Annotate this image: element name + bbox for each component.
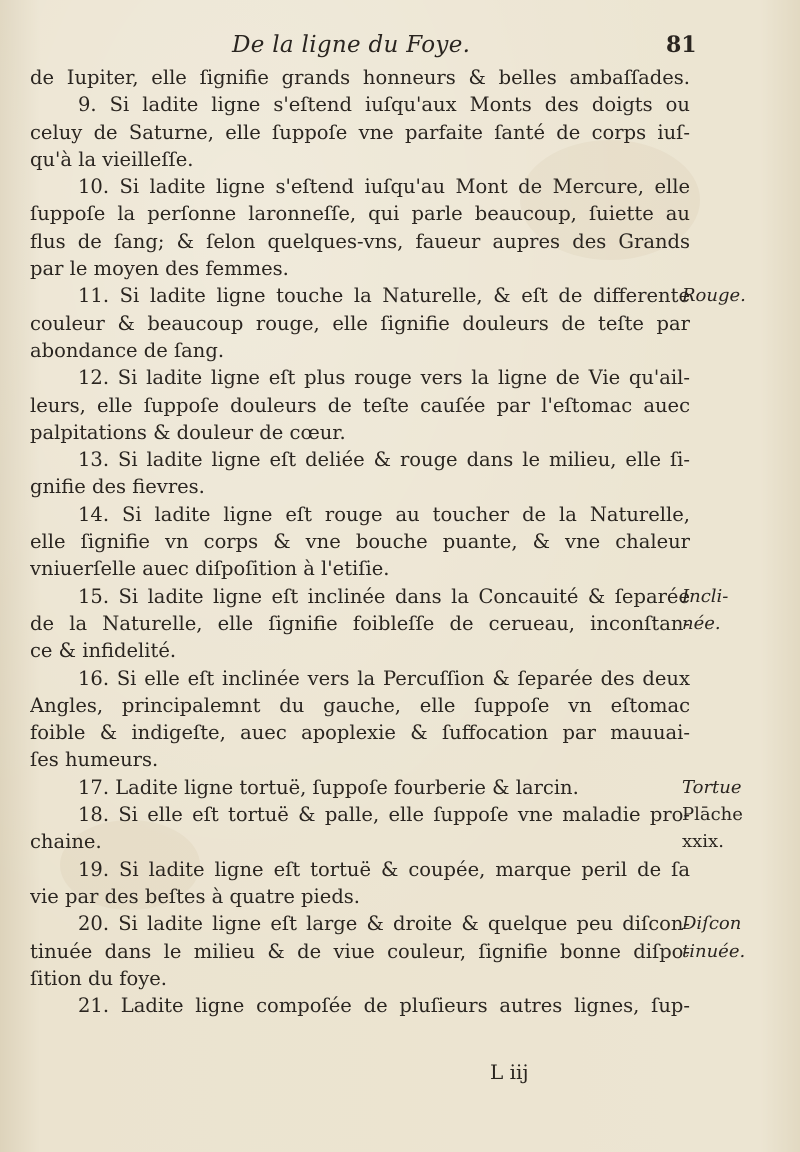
page-number: 81 — [666, 32, 697, 58]
text-line: 18. Si elle eſt tortuë & palle, elle ſuppoſe vne maladie pro- — [78, 803, 690, 827]
text-line: leurs, elle ſuppoſe douleurs de teſte cauſée par l'eſtomac auec — [30, 393, 690, 417]
text-line: Angles, principalemnt du gauche, elle ſuppoſe vn eſtomac — [30, 693, 690, 717]
text-line: celuy de Saturne, elle ſuppoſe vne parfaite ſanté de corps iuſ- — [30, 120, 690, 144]
body-text — [30, 64, 690, 1019]
text-line: foible & indigeſte, auec apoplexie & ſuffocation par mauuai- — [30, 721, 690, 745]
text-line: vniuerſelle auec diſpoſition à l'etiſie. — [30, 557, 390, 581]
text-line: 17. Ladite ligne tortuë, ſuppoſe fourberie & larcin. — [78, 775, 579, 799]
text-line: 16. Si elle eſt inclinée vers la Percuſſion & ſeparée des deux — [78, 666, 690, 690]
text-line: 10. Si ladite ligne s'eſtend iuſqu'au Mont de Mercure, elle — [78, 175, 690, 199]
text-line: qu'à la vieilleſſe. — [30, 147, 194, 171]
text-line: flus de ſang; & ſelon quelques-vns, faueur aupres des Grands — [30, 229, 690, 253]
margin-note: Plāche — [682, 804, 743, 826]
margin-note: xxix. — [682, 831, 724, 853]
margin-note: tinuée. — [682, 940, 746, 962]
text-line: 19. Si ladite ligne eſt tortuë & coupée, marque peril de ſa — [78, 857, 690, 881]
text-line: gnifie des fievres. — [30, 475, 205, 499]
text-line: 20. Si ladite ligne eſt large & droite & quelque peu diſcon- — [78, 912, 690, 936]
text-line: ce & infidelité. — [30, 639, 177, 663]
text-line: 9. Si ladite ligne s'eſtend iuſqu'aux Monts des doigts ou — [78, 93, 690, 117]
text-line: de Iupiter, elle ſignifie grands honneurs & belles ambaſſades. — [30, 66, 690, 89]
margin-note: Diſcon — [682, 913, 742, 935]
signature-mark: L iij — [490, 1060, 529, 1084]
running-title: De la ligne du Foye. — [232, 32, 471, 58]
margin-note: Tortue — [682, 776, 742, 798]
text-line: vie par des beſtes à quatre pieds. — [30, 884, 361, 908]
text-line: ſuppoſe la perſonne laronneſſe, qui parle beaucoup, ſuiette au — [30, 202, 690, 226]
margin-note: Rouge. — [682, 285, 746, 307]
text-line: palpitations & douleur de cœur. — [30, 420, 346, 444]
text-line: ſition du foye. — [30, 966, 167, 990]
running-head — [0, 32, 800, 62]
text-line: 15. Si ladite ligne eſt inclinée dans la Concauité & ſeparée — [78, 584, 690, 608]
text-line: 12. Si ladite ligne eſt plus rouge vers la ligne de Vie qu'ail- — [78, 366, 690, 390]
text-line: couleur & beaucoup rouge, elle ſignifie douleurs de teſte par — [30, 311, 690, 335]
text-line: tinuée dans le milieu & de viue couleur, ſignifie bonne diſpo- — [30, 939, 690, 963]
text-line: chaine. — [30, 830, 102, 854]
text-line: 14. Si ladite ligne eſt rouge au toucher de la Naturelle, — [78, 502, 690, 526]
margin-note: Incli- — [682, 585, 729, 607]
text-line: de la Naturelle, elle ſignifie foibleſſe de cerueau, inconſtan- — [30, 611, 690, 635]
text-line: par le moyen des femmes. — [30, 257, 289, 281]
margin-note: née. — [682, 613, 721, 634]
text-line: ſes humeurs. — [30, 748, 159, 772]
text-line: 11. Si ladite ligne touche la Naturelle, & eſt de differente — [78, 284, 690, 308]
text-line: elle ſignifie vn corps & vne bouche puante, & vne chaleur — [30, 530, 690, 554]
text-line: 21. Ladite ligne compoſée de pluſieurs autres lignes, ſup- — [78, 994, 690, 1018]
text-line: 13. Si ladite ligne eſt deliée & rouge dans le milieu, elle ſi- — [78, 448, 690, 472]
text-line: abondance de ſang. — [30, 338, 225, 362]
